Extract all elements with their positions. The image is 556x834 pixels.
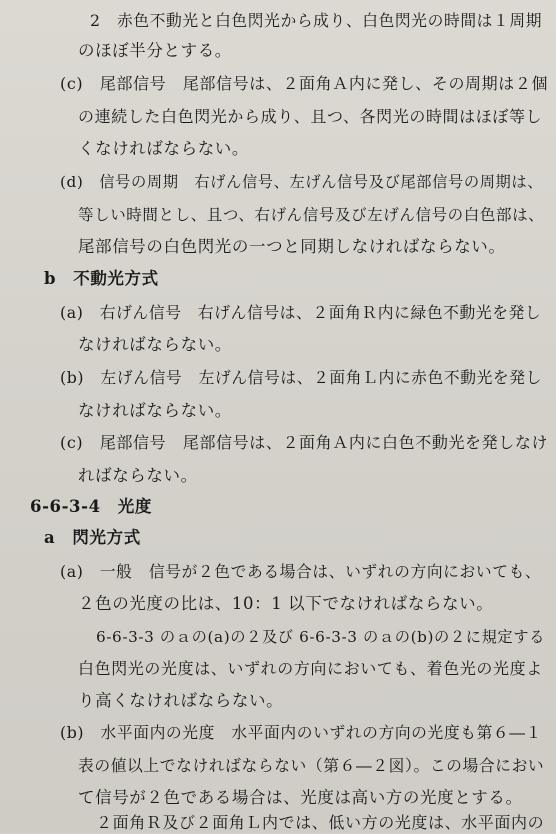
text-line: (a) 右げん信号 右げん信号は、２面角Ｒ内に緑色不動光を発し: [60, 303, 542, 322]
text-line: 6-6-3-3 のａの(a)の２及び 6-6-3-3 のａの(b)の２に規定する: [96, 628, 545, 646]
text-line: (c) 尾部信号 尾部信号は、２面角Ａ内に白色不動光を発しなけ: [60, 433, 549, 452]
text-line: り高くなければならない。: [78, 691, 284, 710]
text-line: 2 赤色不動光と白色閃光から成り、白色閃光の時間は１周期: [90, 11, 543, 30]
text-line: ２色の光度の比は、10：1 以下でなければならない。: [78, 594, 494, 613]
text-line: (d) 信号の周期 右げん信号、左げん信号及び尾部信号の周期は、: [60, 173, 544, 191]
text-line: 等しい時間とし、且つ、右げん信号及び左げん信号の白色部は、: [78, 206, 545, 224]
text-line: (b) 水平面内の光度 水平面内のいずれの方向の光度も第６―１: [60, 723, 542, 742]
text-line: 尾部信号の白色閃光の一つと同期しなければならない。: [78, 237, 506, 256]
text-line: なければならない。: [78, 401, 232, 420]
text-line: なければならない。: [78, 335, 232, 354]
text-line: て信号が２色である場合は、光度は高い方の光度とする。: [78, 788, 523, 807]
section-heading: b 不動光方式: [44, 269, 159, 288]
text-line: の連続した白色閃光から成り、且つ、各閃光の時間はほぼ等し: [78, 107, 543, 126]
section-heading: 6-6-3-4 光度: [30, 497, 152, 516]
text-line: 表の値以上でなければならない（第６―２図）。この場合におい: [78, 756, 545, 775]
text-line: 白色閃光の光度は、いずれの方向においても、着色光の光度よ: [78, 659, 543, 678]
text-line: くなければならない。: [78, 139, 249, 158]
text-line: (c) 尾部信号 尾部信号は、２面角Ａ内に発し、その周期は２個: [60, 74, 549, 93]
text-line: のほぼ半分とする。: [78, 41, 232, 60]
text-line: ればならない。: [78, 466, 198, 485]
section-heading: a 閃光方式: [44, 528, 141, 547]
text-line: (a) 一般 信号が２色である場合は、いずれの方向においても、: [60, 562, 542, 581]
text-line: (b) 左げん信号 左げん信号は、２面角Ｌ内に赤色不動光を発し: [60, 368, 542, 387]
text-line: ２面角Ｒ及び２面角Ｌ内では、低い方の光度は、水平面内の: [96, 813, 545, 832]
